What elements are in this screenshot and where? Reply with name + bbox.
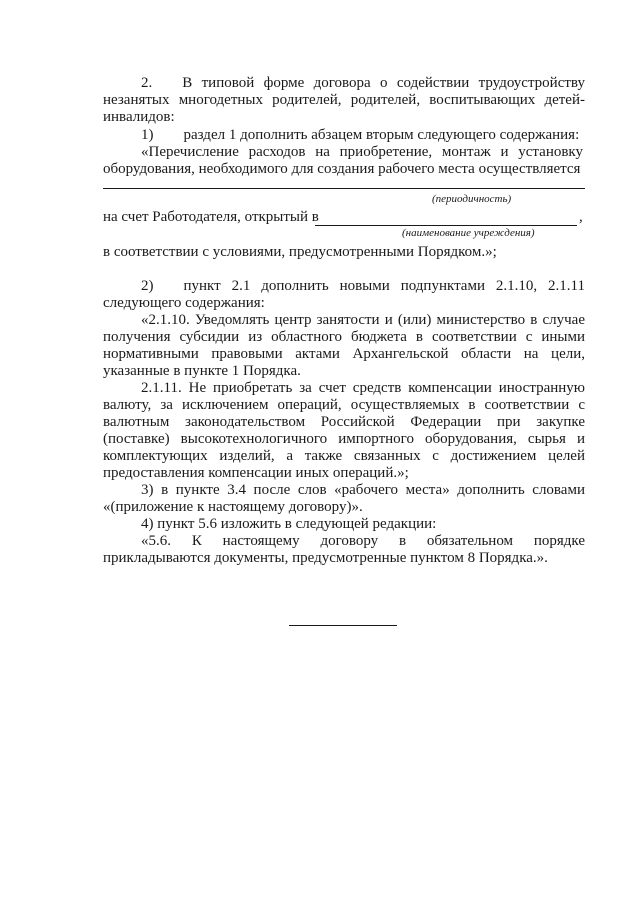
quote-expenses-paragraph: «Перечисление расходов на приобретение, монтаж и установку оборудования, необходимого для создания рабочего места осуществляется [103, 144, 583, 177]
paragraph-2-1-10: «2.1.10. Уведомлять центр занятости и (или) министерство в случае получения субсидии из областного бюджета в соответствии с иными нормативными правовыми актами Архангельской области на цели, указанные в пункте 1 Порядка. [103, 312, 585, 379]
institution-caption: (наименование учреждения) [402, 227, 535, 239]
item-2-intro: 2. В типовой форме договора о содействии трудоустройству незанятых многодетных родителей, родителей, воспитывающих детей-инвалидов: [103, 75, 585, 125]
periodicity-blank-line [103, 178, 585, 189]
institution-blank-line [315, 209, 577, 226]
subitem-3: 3) в пункте 3.4 после слов «рабочего места» дополнить словами «(приложение к настоящему договору)». [103, 482, 585, 515]
end-separator-line [289, 620, 397, 626]
subitem-2-intro: 2) пункт 2.1 дополнить новыми подпунктами 2.1.10, 2.1.11 следующего содержания: [103, 278, 585, 311]
paragraph-2-1-11: 2.1.11. Не приобретать за счет средств компенсации иностранную валюту, за исключением операций, осуществляемых в соответствии с валютным законодательством Российской Федерации при закупке (поставке) высокотехнологичного импортного оборудования, сырья и комплектующих изделий, а также связанных с достижением целей предоставления компенсации иных операций.»; [103, 380, 585, 481]
according-conditions-text: в соответствии с условиями, предусмотренными Порядком.»; [103, 244, 497, 260]
quote-5-6-paragraph: «5.6. К настоящему договору в обязательном порядке прикладываются документы, предусмотренные пунктом 8 Порядка.». [103, 533, 585, 566]
subitem-1-intro: 1) раздел 1 дополнить абзацем вторым следующего содержания: [141, 127, 580, 143]
periodicity-caption: (периодичность) [432, 193, 512, 205]
subitem-4-intro: 4) пункт 5.6 изложить в следующей редакции: [141, 516, 437, 532]
account-comma: , [579, 209, 583, 225]
account-text: на счет Работодателя, открытый в [103, 209, 319, 225]
